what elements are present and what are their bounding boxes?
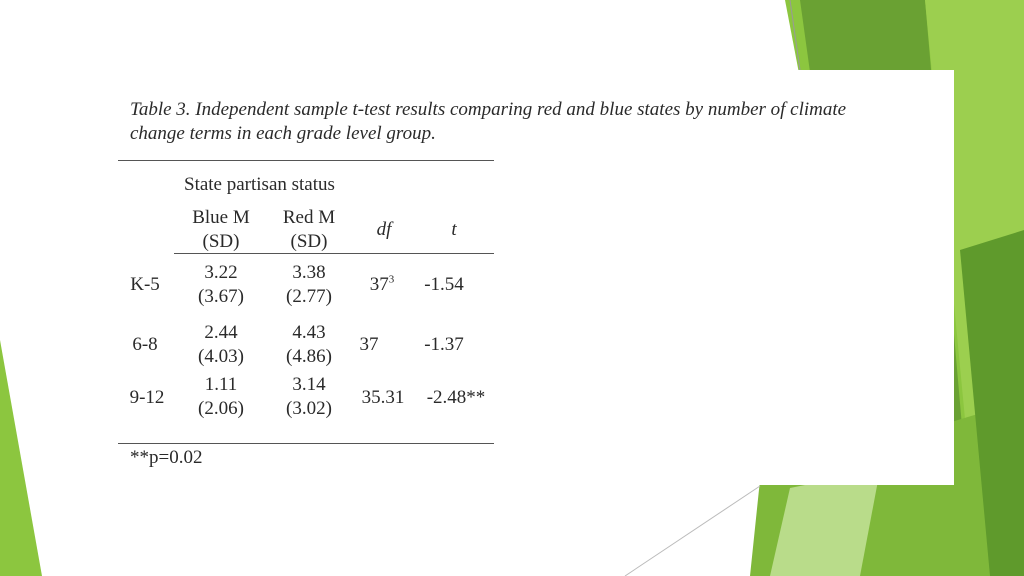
top-rule <box>118 160 494 161</box>
row-blue: 1.11 (2.06) <box>198 374 244 419</box>
table-image <box>118 70 954 485</box>
row-t: -1.37 <box>424 334 464 355</box>
col-header-t: t <box>451 219 457 240</box>
df-superscript: 3 <box>388 273 395 286</box>
row-grade: K-5 <box>130 274 160 295</box>
table-caption <box>130 98 930 146</box>
caption-line-1: Table 3. Independent sample t-test results comparing red and blue states by number of climate <box>130 99 847 120</box>
row-red: 3.14 (3.02) <box>286 374 332 419</box>
green-facet-left <box>0 340 42 576</box>
row-red: 3.38 (2.77) <box>286 262 332 307</box>
row-t: -2.48** <box>426 387 486 408</box>
caption-line-2: change terms in each grade level group. <box>130 123 436 144</box>
row-grade: 6-8 <box>132 334 158 355</box>
row-blue: 3.22 (3.67) <box>198 262 244 307</box>
row-df: $37^3$ <box>369 273 395 295</box>
row-grade: 9-12 <box>129 387 165 408</box>
header-rule <box>174 253 494 254</box>
bottom-rule <box>118 443 494 444</box>
col-header-blue: Blue M (SD) <box>192 207 250 252</box>
col-header-red: Red M (SD) <box>282 207 336 252</box>
decor-line-bottom <box>625 486 760 576</box>
table-footnote: **p=0.02 <box>130 447 203 468</box>
row-t: -1.54 <box>424 274 464 295</box>
row-red: 4.43 (4.86) <box>286 322 332 367</box>
group-header: State partisan status <box>184 174 335 195</box>
col-header-df: df <box>376 219 392 240</box>
row-df: 37 <box>359 334 379 355</box>
row-blue: 2.44 (4.03) <box>198 322 244 367</box>
row-df: 35.31 <box>361 387 405 408</box>
